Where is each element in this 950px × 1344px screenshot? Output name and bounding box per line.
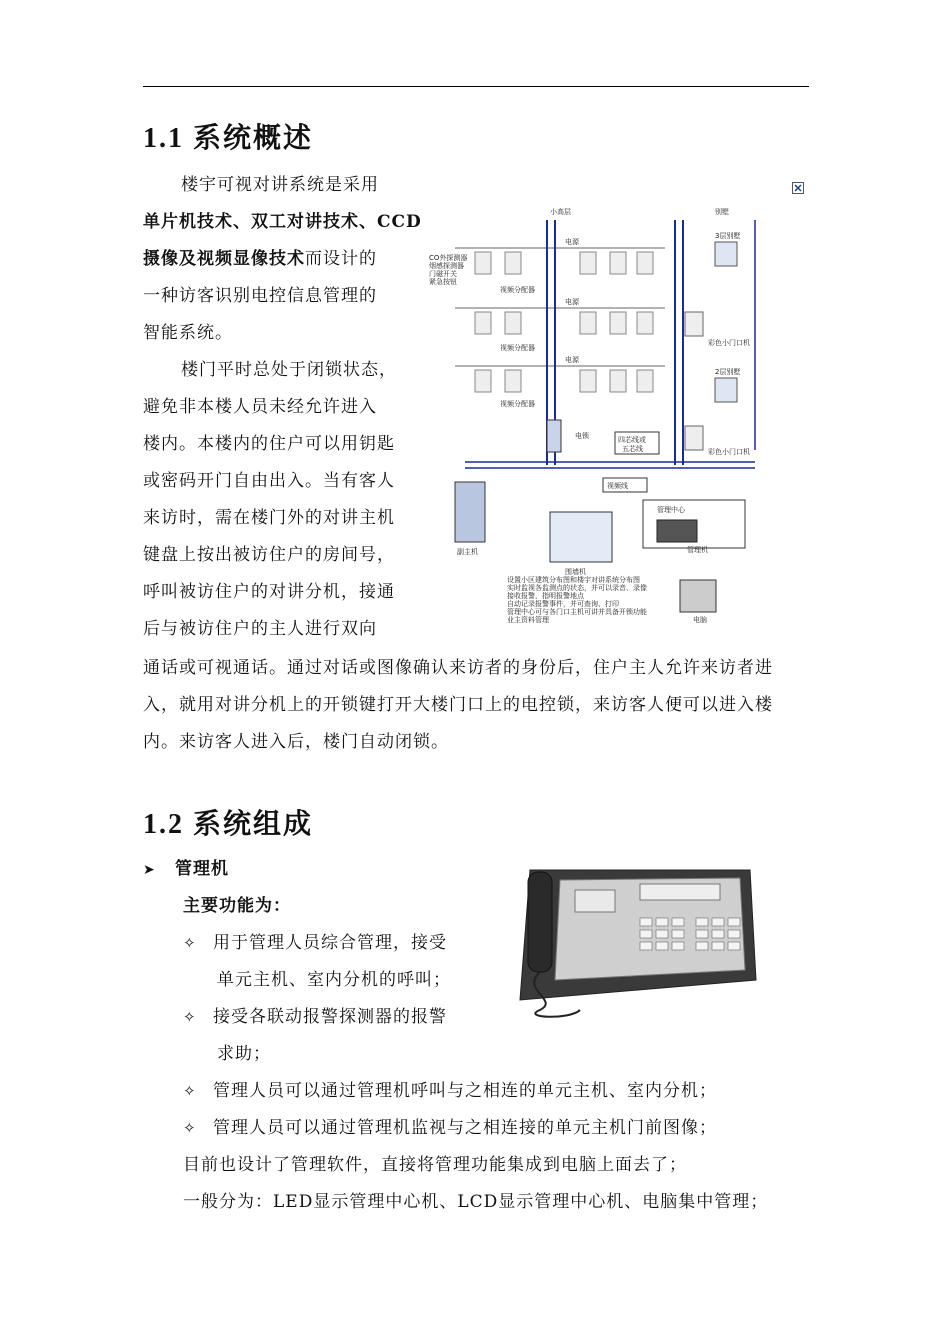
label-villa: 别墅 [715, 208, 729, 216]
svg-text:烟感探测器: 烟感探测器 [429, 262, 464, 270]
text-line: 通话或可视通话。通过对话或图像确认来访者的身份后，住户主人允许来访者进 [143, 658, 773, 678]
diamond-bullet-icon: ✧ [183, 934, 197, 952]
intro-paragraph [143, 167, 423, 204]
text-line: 内。来访客人进入后，楼门自动闭锁。 [143, 732, 449, 752]
svg-text:电源: 电源 [565, 238, 579, 246]
text-line: 入，就用对讲分机上的开锁键打开大楼门口上的电控锁，来访客人便可以进入楼 [143, 695, 773, 715]
bullet-text: 管理人员可以通过管理机呼叫与之相连的单元主机、室内分机； [213, 1081, 717, 1101]
bullet-text: 用于管理人员综合管理，接受 [213, 933, 447, 953]
intercom-system-diagram [425, 200, 810, 640]
note-software: 目前也设计了管理软件，直接将管理功能集成到电脑上面去了； [183, 1155, 687, 1175]
text-line: 或密码开门自由出入。当有客人 [143, 471, 395, 491]
svg-text:实时监视各监测点的状态，并可以录音、录像: 实时监视各监测点的状态，并可以录音、录像 [507, 584, 647, 592]
label-4wire: 四芯线或 [618, 436, 646, 444]
text-line: 楼宇可视对讲系统是采用 [181, 175, 379, 195]
item-manager [143, 851, 229, 889]
svg-text:门磁开关: 门磁开关 [429, 270, 457, 278]
svg-text:设置小区建筑分布图和楼宇对讲系统分布图: 设置小区建筑分布图和楼宇对讲系统分布图 [507, 576, 640, 584]
functions-title-text: 主要功能为： [183, 896, 291, 916]
broken-image-icon [792, 182, 804, 194]
bullet-line: 单元主机、室内分机的呼叫； [217, 970, 451, 990]
svg-text:接收报警，指明报警地点: 接收报警，指明报警地点 [507, 592, 584, 600]
text-line: 键盘上按出被访住户的房间号， [143, 545, 395, 565]
label-manager: 管理机 [687, 546, 708, 554]
svg-text:业主资料管理: 业主资料管理 [507, 616, 549, 624]
text-line: 呼叫被访住户的对讲分机，接通 [143, 582, 395, 602]
svg-text:管理中心可与各门口主机可讲并具备开锁功能: 管理中心可与各门口主机可讲并具备开锁功能 [507, 608, 647, 616]
note-types: 一般分为：LED显示管理中心机、LCD显示管理中心机、电脑集中管理； [183, 1192, 769, 1212]
bullet-line: 求助； [217, 1044, 271, 1064]
management-unit-image [500, 860, 760, 1020]
svg-text:自动记录报警事件，并可查询、打印: 自动记录报警事件，并可查询、打印 [507, 600, 619, 608]
text-line: 避免非本楼人员未经允许进入 [143, 397, 377, 417]
function-bullet [183, 925, 473, 999]
arrow-bullet-icon: ➤ [143, 862, 156, 878]
function-bullet [183, 1110, 803, 1147]
label-villa-2: 2层别墅 [715, 368, 741, 376]
svg-text:CO外探测器: CO外探测器 [429, 254, 468, 262]
svg-text:视频分配器: 视频分配器 [500, 400, 535, 408]
label-5wire: 五芯线 [622, 445, 643, 453]
intro-paragraph-cont [143, 204, 423, 352]
svg-text:紧急按钮: 紧急按钮 [429, 278, 457, 286]
function-bullet [183, 999, 473, 1073]
section-heading-1-2: 1.2 系统组成 [143, 809, 314, 840]
svg-text:电源: 电源 [565, 356, 579, 364]
section-heading-1-1: 1.1 系统概述 [143, 123, 314, 154]
text-line: 一种访客识别电控信息管理的 [143, 286, 377, 306]
label-sub-host: 副主机 [457, 548, 478, 556]
diamond-bullet-icon: ✧ [183, 1082, 197, 1100]
diamond-bullet-icon: ✧ [183, 1119, 197, 1137]
function-bullet [183, 1073, 803, 1110]
text-line: 智能系统。 [143, 323, 233, 343]
label-video-line: 视频线 [607, 482, 628, 490]
label-pc: 电脑 [693, 616, 707, 624]
text-line-bold [143, 204, 423, 241]
bullet-line [183, 925, 473, 962]
diamond-bullet-icon: ✧ [183, 1008, 197, 1026]
text-line [143, 241, 423, 278]
text-span: 而设计的 [305, 249, 377, 269]
bold-text: 单片机技术、双工对讲技术、CCD [143, 212, 422, 232]
bullet-text: 管理人员可以通过管理机监视与之相连接的单元主机门前图像； [213, 1118, 717, 1138]
label-center: 管理中心 [657, 506, 685, 514]
label-villa-3: 3层别墅 [715, 232, 741, 240]
bullet-line [183, 999, 473, 1036]
item-title: 管理机 [175, 859, 229, 879]
label-wall-unit: 围墙机 [565, 568, 586, 576]
text-line: 楼门平时总处于闭锁状态， [181, 360, 397, 380]
label-door-cam: 彩色小门口机 [708, 339, 750, 347]
functions-title [183, 888, 291, 925]
label-door-cam: 彩色小门口机 [708, 448, 750, 456]
bold-text: 摄像及视频显像技术 [143, 249, 305, 269]
svg-text:视频分配器: 视频分配器 [500, 344, 535, 352]
bullet-text: 接受各联动报警探测器的报警 [213, 1007, 447, 1027]
door-paragraph-cont [143, 650, 813, 761]
text-line: 楼内。本楼内的住户可以用钥匙 [143, 434, 395, 454]
svg-text:视频分配器: 视频分配器 [500, 286, 535, 294]
door-paragraph [143, 352, 423, 648]
label-lock: 电锁 [575, 432, 589, 440]
svg-text:电源: 电源 [565, 298, 579, 306]
label-tall-building: 小高层 [550, 208, 571, 216]
text-line: 来访时，需在楼门外的对讲主机 [143, 508, 395, 528]
header-rule [143, 86, 809, 87]
text-line: 后与被访住户的主人进行双向 [143, 619, 377, 639]
